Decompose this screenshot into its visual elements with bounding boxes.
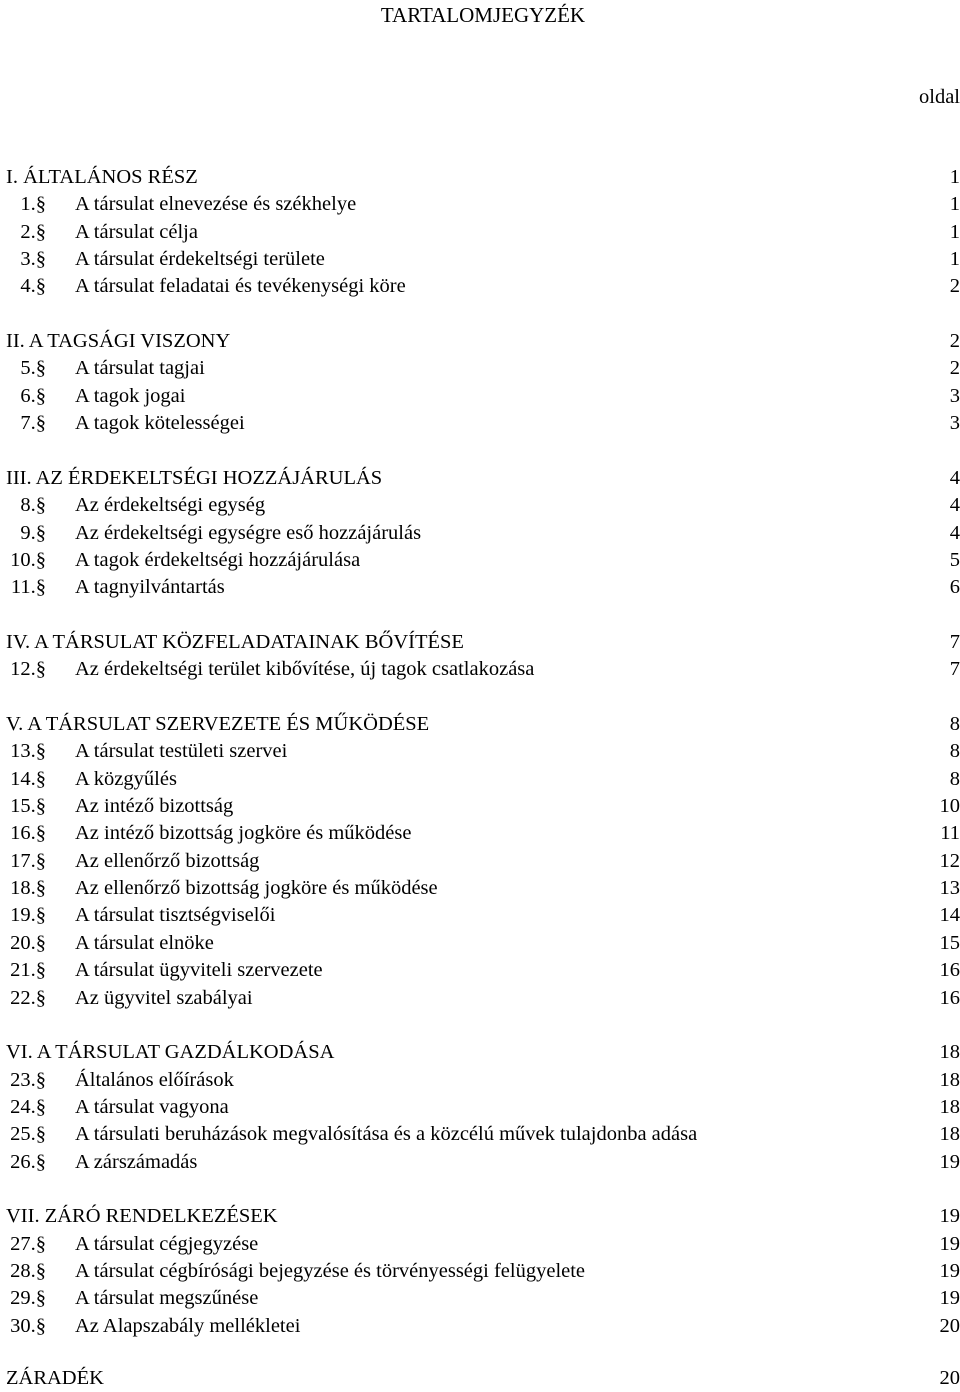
entry-number-value: 24.: [10, 1096, 36, 1118]
section-sign-icon: §: [36, 549, 46, 571]
entry-title: A tagnyilvántartás: [75, 574, 225, 601]
page-number: 13: [940, 875, 960, 902]
section-sign-icon: §: [36, 959, 46, 981]
section-sign-icon: §: [36, 768, 46, 790]
toc-entry: [0, 985, 960, 1012]
entry-number-value: 7.: [20, 412, 35, 434]
entry-number-value: 21.: [10, 959, 36, 981]
entry-number-value: 2.: [20, 221, 35, 243]
toc-entry: [0, 492, 960, 519]
entry-title: Az intéző bizottság jogköre és működése: [75, 820, 411, 847]
page-number: 4: [950, 492, 960, 519]
entry-title: Az érdekeltségi terület kibővítése, új tagok csatlakozása: [75, 656, 534, 683]
section-sign-icon: §: [36, 740, 46, 762]
page-number: 1: [950, 246, 960, 273]
section-sign-icon: §: [36, 850, 46, 872]
toc-entry: [0, 410, 960, 437]
entry-number-value: 6.: [20, 385, 35, 407]
entry-title: A társulat megszűnése: [75, 1285, 258, 1312]
entry-title: Az ellenőrző bizottság: [75, 848, 259, 875]
page-number: 19: [940, 1149, 960, 1176]
entry-number: [20, 383, 46, 410]
toc-entry: [0, 820, 960, 847]
section-heading: III. AZ ÉRDEKELTSÉGI HOZZÁJÁRULÁS: [6, 465, 382, 492]
page-number: 10: [940, 793, 960, 820]
toc-entry: [0, 1313, 960, 1340]
toc-entry: [0, 191, 960, 218]
toc-entry: [0, 219, 960, 246]
entry-title: A társulat cégbírósági bejegyzése és törvényességi felügyelete: [75, 1258, 585, 1285]
page-number: 2: [950, 328, 960, 355]
section-heading-row: [0, 328, 960, 355]
entry-title: Az intéző bizottság: [75, 793, 233, 820]
section-sign-icon: §: [36, 248, 46, 270]
entry-number: [10, 875, 46, 902]
entry-number-value: 30.: [10, 1315, 36, 1337]
section-heading-row: [0, 164, 960, 191]
section-sign-icon: §: [36, 658, 46, 680]
entry-title: A társulat érdekeltségi területe: [75, 246, 325, 273]
toc-entry: [0, 547, 960, 574]
entry-number-value: 27.: [10, 1233, 36, 1255]
page-number: 7: [950, 656, 960, 683]
toc-entry: [0, 793, 960, 820]
toc-entry: [0, 246, 960, 273]
section-heading: V. A TÁRSULAT SZERVEZETE ÉS MŰKÖDÉSE: [6, 711, 429, 738]
page-number: 5: [950, 547, 960, 574]
entry-number: [20, 410, 46, 437]
entry-number: [10, 1067, 46, 1094]
entry-number-value: 1.: [20, 193, 35, 215]
section-heading-row: [0, 629, 960, 656]
page-number: 19: [940, 1285, 960, 1312]
section-sign-icon: §: [36, 904, 46, 926]
entry-title: A társulat ügyviteli szervezete: [75, 957, 323, 984]
section-sign-icon: §: [36, 1151, 46, 1173]
section-sign-icon: §: [36, 1315, 46, 1337]
toc-entry: [0, 1067, 960, 1094]
section-sign-icon: §: [36, 877, 46, 899]
toc-entry: [0, 875, 960, 902]
entry-number: [10, 793, 46, 820]
entry-number-value: 29.: [10, 1287, 36, 1309]
section-sign-icon: §: [36, 193, 46, 215]
toc-entry: [0, 383, 960, 410]
page-number: 2: [950, 273, 960, 300]
page-column-header: oldal: [919, 84, 960, 110]
entry-number-value: 19.: [10, 904, 36, 926]
entry-number-value: 15.: [10, 795, 36, 817]
page-number: 18: [940, 1067, 960, 1094]
entry-title: Az érdekeltségi egységre eső hozzájárulás: [75, 520, 421, 547]
entry-number: [10, 985, 46, 1012]
entry-title: A társulat elnevezése és székhelye: [75, 191, 356, 218]
entry-number-value: 22.: [10, 987, 36, 1009]
section-heading: I. ÁLTALÁNOS RÉSZ: [6, 164, 198, 191]
toc-entry: [0, 738, 960, 765]
toc-entry: [0, 957, 960, 984]
page-number: 18: [940, 1094, 960, 1121]
section-heading-row: [0, 1039, 960, 1066]
section-heading-row: [0, 465, 960, 492]
page-number: 1: [950, 219, 960, 246]
entry-number-value: 11.: [11, 576, 36, 598]
section-sign-icon: §: [36, 822, 46, 844]
entry-number-value: 13.: [10, 740, 36, 762]
section-sign-icon: §: [36, 1069, 46, 1091]
toc-entry: [0, 1094, 960, 1121]
entry-title: Az ellenőrző bizottság jogköre és működése: [75, 875, 438, 902]
entry-number: [10, 930, 46, 957]
page-number: 18: [940, 1039, 960, 1066]
entry-title: A zárszámadás: [75, 1149, 197, 1176]
entry-title: A társulat testületi szervei: [75, 738, 287, 765]
section-sign-icon: §: [36, 1233, 46, 1255]
section-heading: VI. A TÁRSULAT GAZDÁLKODÁSA: [6, 1039, 334, 1066]
page-number: 15: [940, 930, 960, 957]
page-number: 4: [950, 465, 960, 492]
entry-number: [10, 848, 46, 875]
page-title: TARTALOMJEGYZÉK: [0, 2, 960, 28]
section-heading-row: [0, 711, 960, 738]
section-heading: IV. A TÁRSULAT KÖZFELADATAINAK BŐVÍTÉSE: [6, 629, 464, 656]
entry-number-value: 10.: [10, 549, 36, 571]
section-sign-icon: §: [36, 494, 46, 516]
toc-entry: [0, 930, 960, 957]
section-sign-icon: §: [36, 412, 46, 434]
page-number: 19: [940, 1258, 960, 1285]
page-number: 11: [940, 820, 960, 847]
entry-title: A társulat vagyona: [75, 1094, 229, 1121]
entry-number: [20, 219, 46, 246]
page-number: 1: [950, 164, 960, 191]
entry-number-value: 12.: [10, 658, 36, 680]
entry-title: Az érdekeltségi egység: [75, 492, 265, 519]
entry-number: [10, 656, 46, 683]
entry-number: [10, 1285, 46, 1312]
entry-title: A társulat cégjegyzése: [75, 1231, 258, 1258]
entry-number: [20, 355, 46, 382]
entry-number-value: 23.: [10, 1069, 36, 1091]
entry-title: A társulat elnöke: [75, 930, 214, 957]
entry-number-value: 9.: [20, 522, 35, 544]
toc-entry: [0, 273, 960, 300]
entry-title: Általános előírások: [75, 1067, 234, 1094]
page-number: 16: [940, 957, 960, 984]
entry-title: Az Alapszabály mellékletei: [75, 1313, 300, 1340]
entry-title: A társulat célja: [75, 219, 198, 246]
closing-row: [0, 1365, 960, 1392]
entry-number: [20, 246, 46, 273]
page-number: 4: [950, 520, 960, 547]
page-number: 20: [940, 1365, 960, 1392]
section-sign-icon: §: [36, 1260, 46, 1282]
entry-number: [10, 547, 46, 574]
section-heading: II. A TAGSÁGI VISZONY: [6, 328, 230, 355]
entry-title: A társulat tagjai: [75, 355, 205, 382]
section-sign-icon: §: [36, 357, 46, 379]
entry-number: [10, 1149, 46, 1176]
page-number: 18: [940, 1121, 960, 1148]
entry-title: A társulati beruházások megvalósítása és a közcélú művek tulajdonba adása: [75, 1121, 697, 1148]
section-sign-icon: §: [36, 795, 46, 817]
entry-number: [10, 902, 46, 929]
page-number: 14: [940, 902, 960, 929]
entry-number-value: 8.: [20, 494, 35, 516]
toc-entry: [0, 656, 960, 683]
entry-number-value: 4.: [20, 275, 35, 297]
toc-entry: [0, 574, 960, 601]
page-number: 7: [950, 629, 960, 656]
page-number: 2: [950, 355, 960, 382]
entry-title: A tagok jogai: [75, 383, 185, 410]
page-number: 3: [950, 410, 960, 437]
section-heading: VII. ZÁRÓ RENDELKEZÉSEK: [6, 1203, 278, 1230]
entry-number: [20, 520, 46, 547]
entry-title: A társulat tisztségviselői: [75, 902, 275, 929]
page-number: 8: [950, 766, 960, 793]
entry-title: A közgyűlés: [75, 766, 177, 793]
section-sign-icon: §: [36, 385, 46, 407]
page-number: 8: [950, 738, 960, 765]
page-number: 8: [950, 711, 960, 738]
entry-title: A társulat feladatai és tevékenységi köre: [75, 273, 406, 300]
entry-number-value: 14.: [10, 768, 36, 790]
entry-number: [20, 273, 46, 300]
entry-number: [10, 1313, 46, 1340]
entry-number: [10, 820, 46, 847]
section-sign-icon: §: [36, 221, 46, 243]
entry-number: [10, 957, 46, 984]
entry-title: Az ügyvitel szabályai: [75, 985, 253, 1012]
section-sign-icon: §: [36, 1287, 46, 1309]
entry-number: [20, 191, 46, 218]
section-sign-icon: §: [36, 1096, 46, 1118]
entry-number: [10, 766, 46, 793]
page-number: 1: [950, 191, 960, 218]
entry-number: [10, 1231, 46, 1258]
entry-number: [10, 1121, 46, 1148]
toc-entry: [0, 1149, 960, 1176]
section-heading-row: [0, 1203, 960, 1230]
entry-number: [10, 738, 46, 765]
entry-number-value: 18.: [10, 877, 36, 899]
page-number: 19: [940, 1231, 960, 1258]
closing-heading: ZÁRADÉK: [6, 1365, 104, 1392]
entry-number-value: 3.: [20, 248, 35, 270]
entry-number-value: 28.: [10, 1260, 36, 1282]
section-sign-icon: §: [36, 987, 46, 1009]
toc-entry: [0, 1121, 960, 1148]
toc-entry: [0, 1231, 960, 1258]
page-number: 12: [940, 848, 960, 875]
toc-entry: [0, 355, 960, 382]
entry-number-value: 16.: [10, 822, 36, 844]
entry-number-value: 26.: [10, 1151, 36, 1173]
entry-title: A tagok kötelességei: [75, 410, 245, 437]
page-number: 19: [940, 1203, 960, 1230]
section-sign-icon: §: [36, 1123, 46, 1145]
section-sign-icon: §: [36, 275, 46, 297]
toc-entry: [0, 520, 960, 547]
entry-number-value: 20.: [10, 932, 36, 954]
page-number: 3: [950, 383, 960, 410]
section-sign-icon: §: [36, 932, 46, 954]
entry-number-value: 17.: [10, 850, 36, 872]
page-number: 6: [950, 574, 960, 601]
entry-number: [11, 574, 46, 601]
entry-number: [20, 492, 46, 519]
section-sign-icon: §: [36, 576, 46, 598]
page-number: 16: [940, 985, 960, 1012]
toc-entry: [0, 1258, 960, 1285]
entry-number-value: 25.: [10, 1123, 36, 1145]
entry-number: [10, 1258, 46, 1285]
toc-entry: [0, 766, 960, 793]
section-sign-icon: §: [36, 522, 46, 544]
toc-entry: [0, 902, 960, 929]
toc-entry: [0, 848, 960, 875]
page-number: 20: [940, 1313, 960, 1340]
toc-entry: [0, 1285, 960, 1312]
entry-number: [10, 1094, 46, 1121]
entry-number-value: 5.: [20, 357, 35, 379]
entry-title: A tagok érdekeltségi hozzájárulása: [75, 547, 360, 574]
